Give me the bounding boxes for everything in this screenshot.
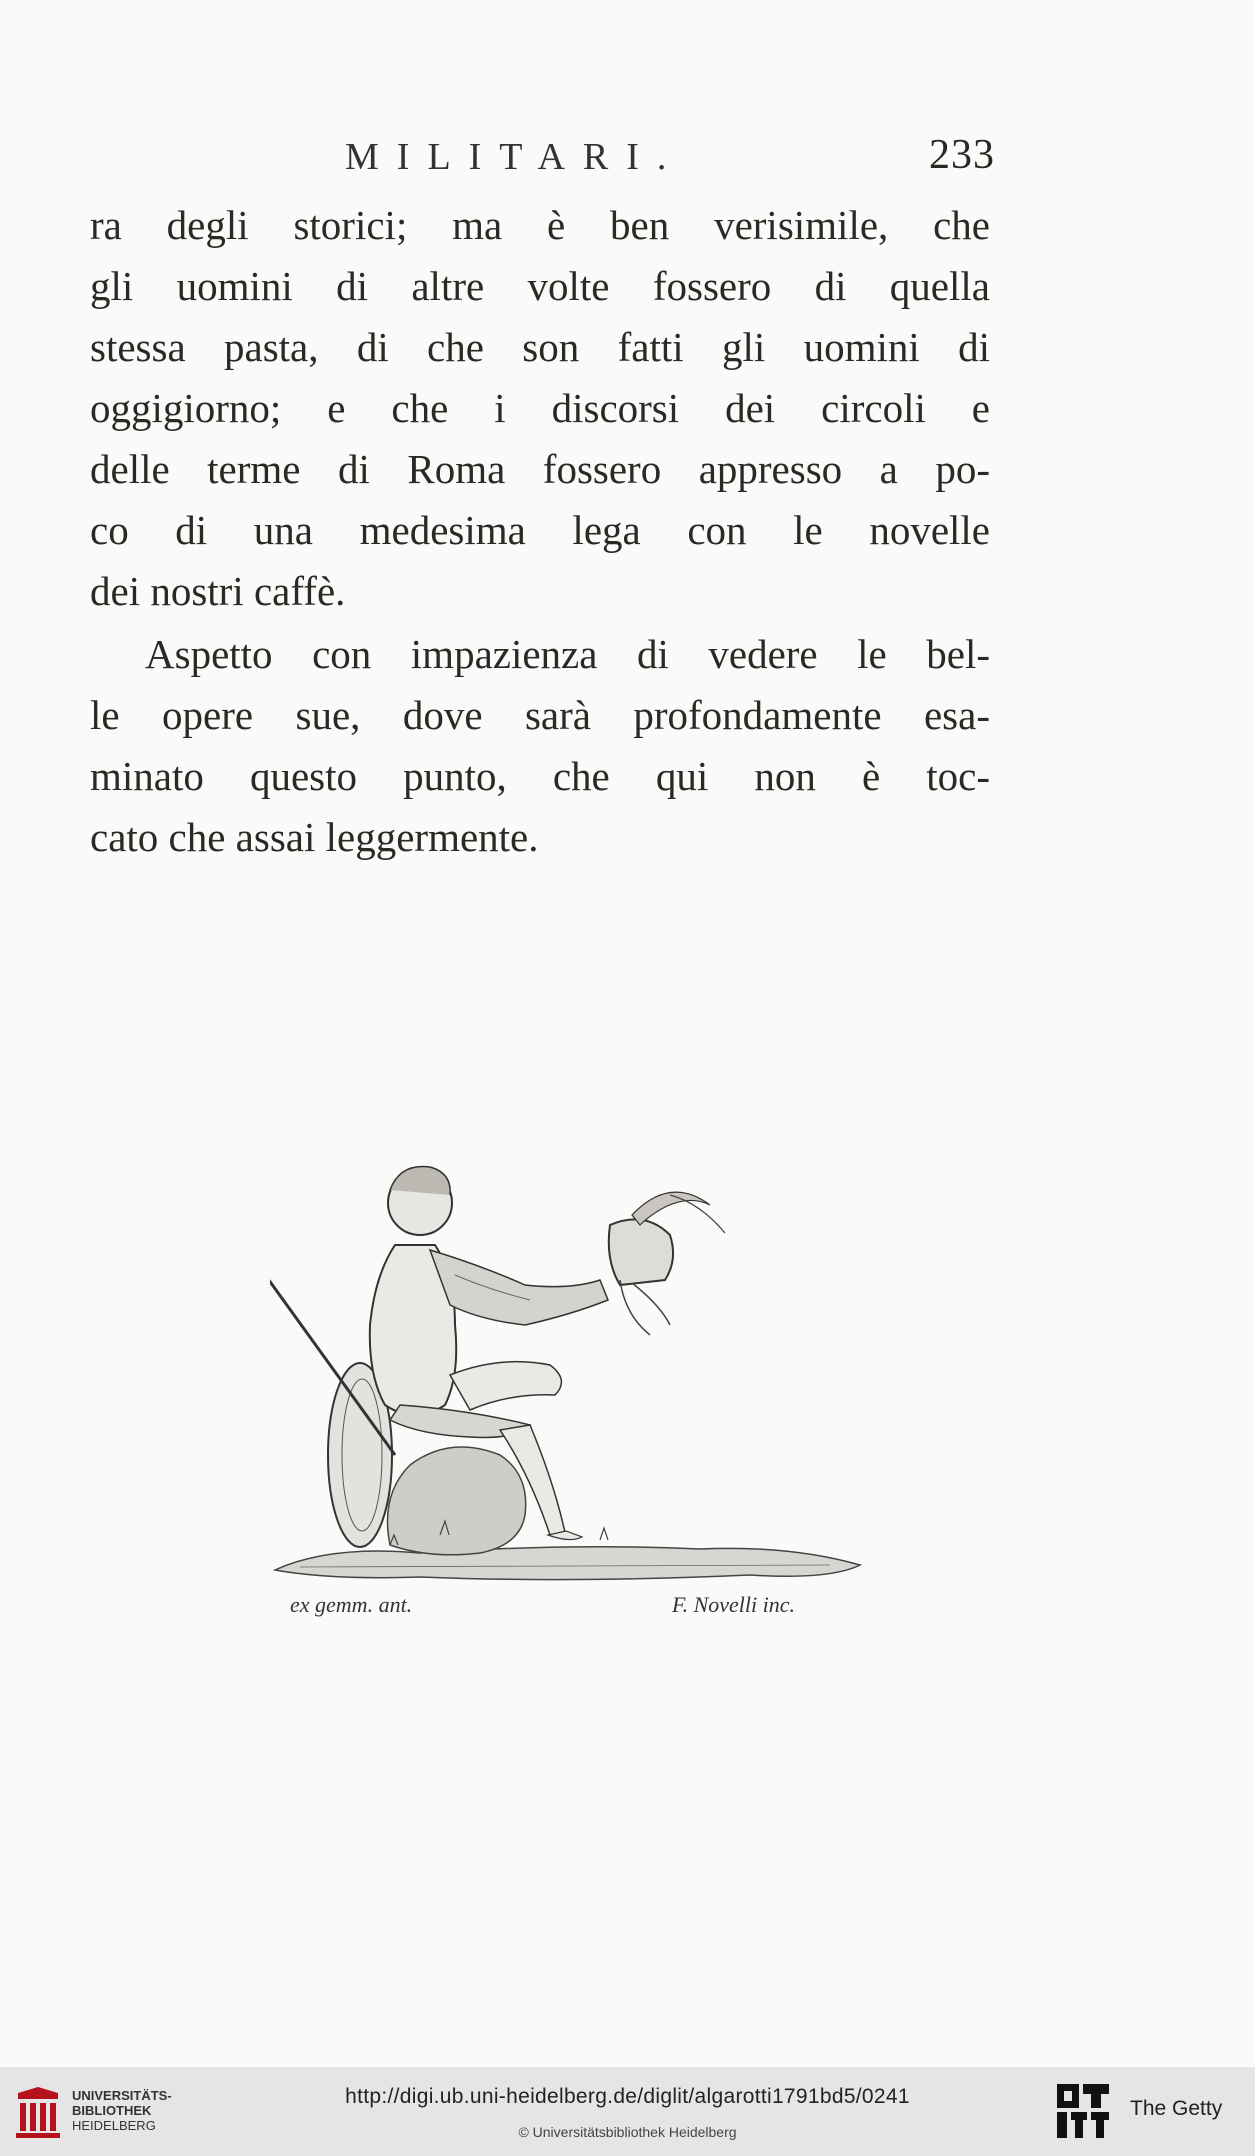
copyright-notice: © Universitätsbibliothek Heidelberg xyxy=(518,2124,737,2140)
engraving-caption-engraver: F. Novelli inc. xyxy=(672,1592,796,1617)
engraving-seated-warrior xyxy=(270,1075,870,1615)
text-line: co di una medesima lega con le novelle xyxy=(90,507,990,553)
text-line: ra degli storici; ma è ben verisimile, che xyxy=(90,202,990,248)
text-line: delle terme di Roma fossero appresso a po- xyxy=(90,446,990,492)
permalink-url[interactable]: http://digi.ub.uni-heidelberg.de/diglit/algarotti1791bd5/0241 xyxy=(345,2085,910,2108)
library-name-line: HEIDELBERG xyxy=(72,2118,156,2133)
text-line: dei nostri caffè. xyxy=(90,568,346,614)
library-name-line: UNIVERSITÄTS- xyxy=(72,2088,172,2103)
page-number: 233 xyxy=(929,132,995,178)
getty-logo-icon[interactable] xyxy=(1055,2082,1111,2144)
text-line: cato che assai leggermente. xyxy=(90,814,539,860)
engraving-caption-source: ex gemm. ant. xyxy=(290,1592,413,1617)
text-line: Aspetto con impazienza di vedere le bel- xyxy=(145,631,990,677)
text-line: minato questo punto, che qui non è toc- xyxy=(90,753,990,799)
text-line: stessa pasta, di che son fatti gli uomini di xyxy=(90,324,990,370)
text-line: le opere sue, dove sarà profondamente esa- xyxy=(90,692,990,738)
running-head: MILITARI. xyxy=(345,136,685,178)
library-name-line: BIBLIOTHEK xyxy=(72,2103,152,2118)
body-text xyxy=(90,195,990,868)
text-line: gli uomini di altre volte fossero di quella xyxy=(90,263,990,309)
text-line: oggigiorno; e che i discorsi dei circoli e xyxy=(90,385,990,431)
footer-bar xyxy=(0,2067,1255,2156)
sponsor-name: The Getty xyxy=(1130,2097,1223,2120)
page-header xyxy=(95,132,995,185)
